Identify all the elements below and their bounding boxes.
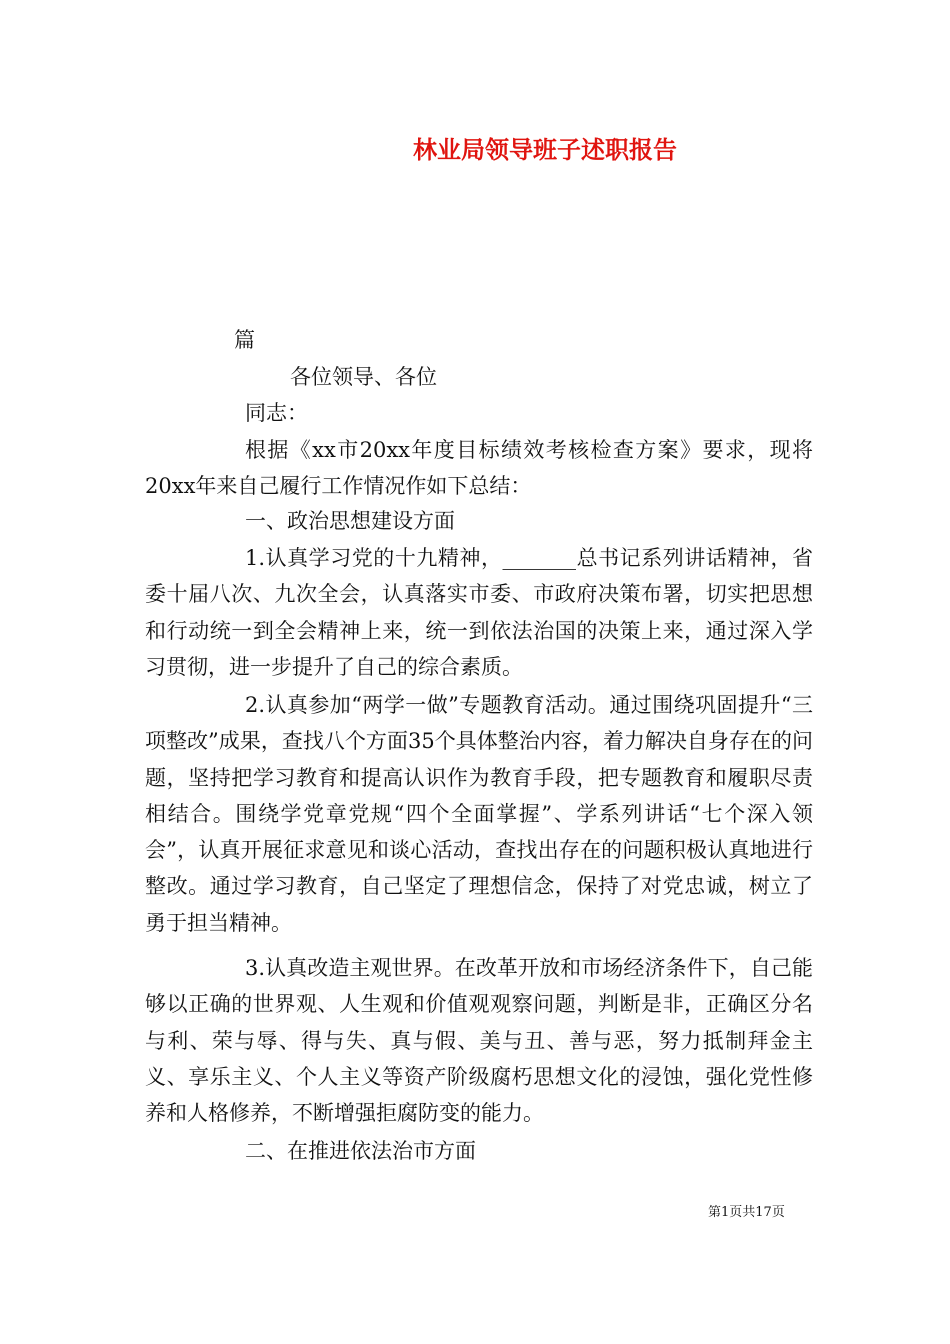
section-2-heading: 二、在推进依法治市方面 <box>245 1139 476 1163</box>
paragraph-item-2: 2.认真参加“两学一做”专题教育活动。通过围绕巩固提升“三项整改”成果，查找八个方面35个具体整治内容，着力解决自身存在的问题，坚持把学习教育和提高认识作为教育手段，把专题教育和履职尽责相结合。围绕学党章党规“四个全面掌握”、学系列讲话“七个深入领会”，认真开展征求意见和谈心活动，查找出存在的问题积极认真地进行整改。通过学习教育，自己坚定了理想信念，保持了对党忠诚，树立了勇于担当精神。 <box>145 693 813 935</box>
intro-paragraph: 根据《xx市20xx年度目标绩效考核检查方案》要求，现将20xx年来自己履行工作情况作如下总结： <box>145 438 813 499</box>
paragraph-item-3: 3.认真改造主观世界。在改革开放和市场经济条件下，自己能够以正确的世界观、人生观和价值观观察问题，判断是非，正确区分名与利、荣与辱、得与失、真与假、美与丑、善与恶，努力抵制拜金主义、享乐主义、个人主义等资产阶级腐朽思想文化的浸蚀，强化党性修养和人格修养，不断增强拒腐防变的能力。 <box>145 956 813 1126</box>
section-1-heading: 一、政治思想建设方面 <box>245 509 455 533</box>
paragraph-item-1: 1.认真学习党的十九精神，_______总书记系列讲话精神，省委十届八次、九次全会，认真落实市委、市政府决策布署，切实把思想和行动统一到全会精神上来，统一到依法治国的决策上来，通过深入学习贯彻，进一步提升了自己的综合素质。 <box>145 546 813 679</box>
salutation-line-2: 同志： <box>245 401 308 425</box>
salutation-line-1: 各位领导、各位 <box>290 365 437 389</box>
page-number-footer: 第1页共17页 <box>708 1205 785 1220</box>
pian-text: 篇 <box>234 328 255 352</box>
document-title: 林业局领导班子述职报告 <box>413 135 677 164</box>
